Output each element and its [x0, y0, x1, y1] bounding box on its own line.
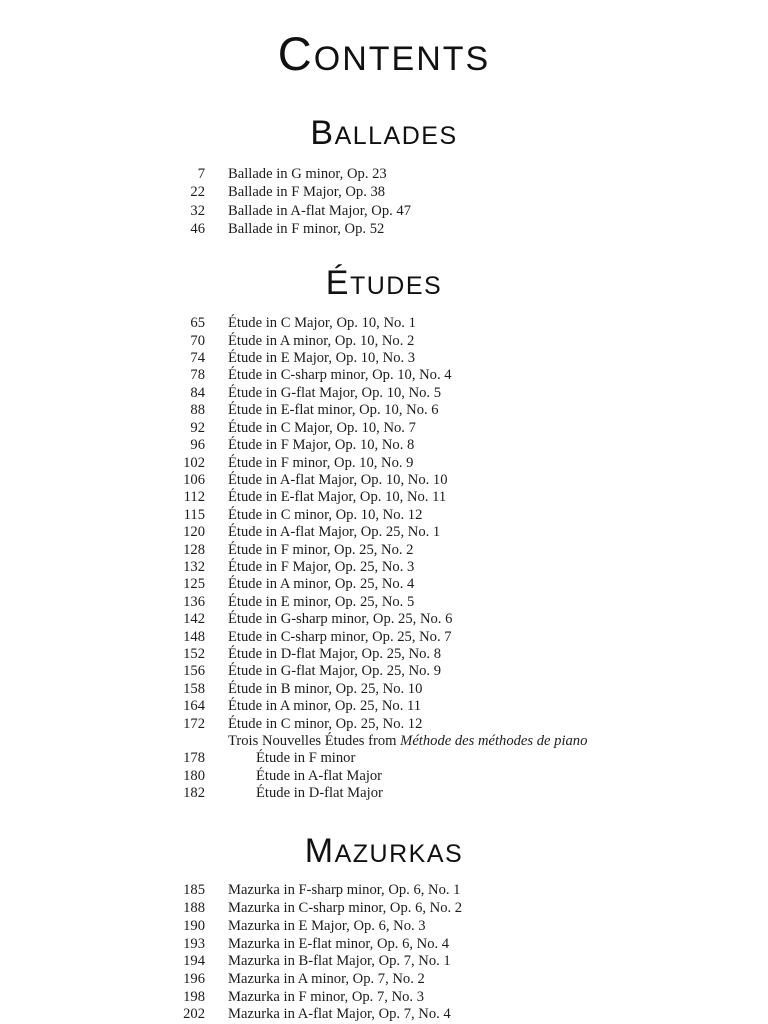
entry-title: [228, 882, 460, 900]
toc-entry: [137, 971, 768, 989]
section-heading: MAZURKAS: [304, 831, 464, 870]
entry-page-number: 22: [190, 184, 205, 201]
entry-title: [228, 315, 416, 332]
entry-page-number: 180: [183, 767, 205, 784]
entry-title: [228, 733, 587, 750]
entry-title-text: Étude in F minor, Op. 10, No. 9: [228, 454, 414, 471]
toc-entry: [137, 733, 768, 750]
entry-page-number: 84: [190, 384, 205, 401]
entry-page-number: 182: [183, 785, 205, 802]
entry-page-number: 196: [183, 970, 205, 987]
toc-entry: [137, 489, 768, 506]
entry-title: [228, 472, 448, 489]
toc-entry: [137, 333, 768, 350]
entry-title: [228, 385, 441, 402]
toc-entry: [137, 900, 768, 918]
entry-title: [228, 183, 385, 201]
toc-entry: [137, 202, 768, 220]
entry-page-number: 78: [190, 367, 205, 384]
entry-title: [256, 768, 382, 785]
entry-title-text: Étude in C minor, Op. 25, No. 12: [228, 715, 423, 732]
entry-title: [228, 559, 414, 576]
entry-title-text: Étude in A minor, Op. 25, No. 4: [228, 576, 415, 593]
entry-title-text: Étude in C Major, Op. 10, No. 7: [228, 419, 416, 436]
toc-entry: [137, 350, 768, 367]
entry-title: [228, 1006, 451, 1024]
section-heading: ÉTUDES: [325, 264, 443, 303]
section-ballades: [0, 113, 768, 238]
entry-title: [228, 402, 439, 419]
entry-title: [228, 629, 452, 646]
entry-title-text: Étude in F minor, Op. 25, No. 2: [228, 541, 414, 558]
entry-title-text: Etude in C-sharp minor, Op. 25, No. 7: [228, 628, 452, 645]
entry-title: [228, 524, 440, 541]
entry-title-text: Mazurka in A-flat Major, Op. 7, No. 4: [228, 1006, 451, 1023]
entry-title: [228, 663, 441, 680]
entry-page-number: 164: [183, 698, 205, 715]
entry-title: [228, 576, 414, 593]
toc-entry: [137, 663, 768, 680]
entry-title-text: Étude in G-flat Major, Op. 10, No. 5: [228, 384, 442, 401]
entry-page-number: 202: [183, 1006, 205, 1023]
entry-title: [228, 646, 441, 663]
toc-entry: [137, 594, 768, 611]
toc-entry: [137, 785, 768, 802]
entry-title-text: Ballade in F Major, Op. 38: [228, 184, 386, 201]
entry-title: [228, 202, 411, 220]
entry-title: [228, 716, 422, 733]
toc-list: [0, 165, 768, 239]
entry-title-text: Étude in A minor, Op. 25, No. 11: [228, 698, 422, 715]
toc-entry: [137, 698, 768, 715]
entry-title: [228, 918, 426, 936]
entry-title-italic: Méthode des méthodes de piano: [400, 733, 588, 750]
toc-entry: [137, 524, 768, 541]
entry-page-number: 142: [183, 611, 205, 628]
toc-entry: [137, 1006, 768, 1024]
entry-page-number: 7: [197, 165, 205, 182]
toc-entry: [137, 420, 768, 437]
entry-page-number: 74: [190, 350, 205, 367]
toc-entry: [137, 455, 768, 472]
entry-page-number: 88: [190, 402, 205, 419]
entry-title-text: Étude in F Major, Op. 25, No. 3: [228, 558, 415, 575]
entry-title: [228, 971, 425, 989]
entry-title: [228, 594, 414, 611]
entry-page-number: 96: [190, 437, 205, 454]
contents-sections: [0, 113, 768, 1024]
toc-entry: [137, 165, 768, 183]
entry-title-text: Mazurka in F-sharp minor, Op. 6, No. 1: [228, 882, 461, 899]
toc-entry: [137, 576, 768, 593]
toc-entry: [137, 542, 768, 559]
toc-entry: [137, 918, 768, 936]
entry-title: [228, 953, 451, 971]
entry-title: [228, 507, 422, 524]
entry-page-number: 156: [183, 663, 205, 680]
entry-title-text: Étude in E-flat minor, Op. 10, No. 6: [228, 402, 439, 419]
toc-entry: [137, 716, 768, 733]
entry-title: [228, 542, 413, 559]
entry-title-text: Étude in D-flat Major, Op. 25, No. 8: [228, 645, 442, 662]
entry-title-text: Mazurka in F minor, Op. 7, No. 3: [228, 988, 425, 1005]
page-title: CONTENTS: [277, 27, 491, 80]
entry-page-number: 198: [183, 988, 205, 1005]
entry-title-text: Étude in F minor: [256, 750, 356, 767]
entry-page-number: 128: [183, 541, 205, 558]
entry-title: [228, 611, 452, 628]
entry-page-number: 193: [183, 935, 205, 952]
toc-entry: [137, 385, 768, 402]
entry-title-text: Ballade in G minor, Op. 23: [228, 165, 387, 182]
entry-title: [228, 681, 422, 698]
toc-entry: [137, 646, 768, 663]
toc-entry: [137, 768, 768, 785]
toc-entry: [137, 402, 768, 419]
entry-title: [228, 698, 421, 715]
toc-entry: [137, 367, 768, 384]
entry-title-text: Étude in D-flat Major: [256, 785, 383, 802]
section-heading: BALLADES: [310, 114, 458, 153]
entry-title-text: Étude in A minor, Op. 10, No. 2: [228, 332, 415, 349]
entry-title-text: Étude in E Major, Op. 10, No. 3: [228, 350, 416, 367]
toc-entry: [137, 559, 768, 576]
entry-page-number: 178: [183, 750, 205, 767]
entry-page-number: 188: [183, 900, 205, 917]
toc-entry: [137, 437, 768, 454]
toc-entry: [137, 936, 768, 954]
toc-entry: [137, 315, 768, 332]
section-mazurkas: [0, 831, 768, 1024]
entry-title-text: Étude in C-sharp minor, Op. 10, No. 4: [228, 367, 452, 384]
toc-entry: [137, 681, 768, 698]
entry-page-number: 112: [183, 489, 205, 506]
entry-page-number: 65: [190, 315, 205, 332]
entry-title-text: Étude in F Major, Op. 10, No. 8: [228, 437, 415, 454]
entry-title: [228, 900, 462, 918]
entry-page-number: 136: [183, 593, 205, 610]
entry-title-text: Étude in C Major, Op. 10, No. 1: [228, 315, 416, 332]
toc-list: [0, 882, 768, 1024]
entry-title-text: Étude in A-flat Major, Op. 10, No. 10: [228, 471, 448, 488]
entry-page-number: 70: [190, 332, 205, 349]
entry-title-text: Ballade in F minor, Op. 52: [228, 221, 385, 238]
entry-page-number: 158: [183, 680, 205, 697]
entry-page-number: 120: [183, 524, 205, 541]
entry-page-number: 190: [183, 917, 205, 934]
entry-page-number: 132: [183, 558, 205, 575]
entry-title-text: Étude in G-sharp minor, Op. 25, No. 6: [228, 611, 453, 628]
entry-page-number: 46: [190, 221, 205, 238]
toc-entry: [137, 507, 768, 524]
entry-title-text: Ballade in A-flat Major, Op. 47: [228, 202, 412, 219]
entry-page-number: 106: [183, 471, 205, 488]
entry-title-text: Mazurka in C-sharp minor, Op. 6, No. 2: [228, 900, 463, 917]
entry-page-number: 92: [190, 419, 205, 436]
entry-page-number: 32: [190, 202, 205, 219]
entry-title: [228, 333, 414, 350]
entry-title-text: Mazurka in E-flat minor, Op. 6, No. 4: [228, 935, 450, 952]
toc-entry: [137, 882, 768, 900]
toc-entry: [137, 989, 768, 1007]
entry-title-text: Mazurka in A minor, Op. 7, No. 2: [228, 970, 425, 987]
entry-page-number: 125: [183, 576, 205, 593]
entry-title-text: Mazurka in B-flat Major, Op. 7, No. 1: [228, 953, 451, 970]
entry-title: [228, 420, 416, 437]
entry-page-number: 148: [183, 628, 205, 645]
entry-title-text: Étude in E minor, Op. 25, No. 5: [228, 593, 415, 610]
entry-page-number: 194: [183, 953, 205, 970]
entry-page-number: 115: [183, 506, 205, 523]
entry-title: [228, 989, 424, 1007]
section-etudes: [0, 263, 768, 802]
entry-title: [228, 350, 415, 367]
entry-title-text: Trois Nouvelles Études from: [228, 733, 401, 750]
toc-entry: [137, 750, 768, 767]
entry-title-text: Étude in E-flat Major, Op. 10, No. 11: [228, 489, 447, 506]
entry-title-text: Étude in A-flat Major, Op. 25, No. 1: [228, 524, 441, 541]
entry-title-text: Étude in B minor, Op. 25, No. 10: [228, 680, 423, 697]
toc-entry: [137, 611, 768, 628]
toc-entry: [137, 472, 768, 489]
entry-title: [256, 785, 383, 802]
toc-list: [0, 315, 768, 802]
entry-title: [228, 437, 414, 454]
entry-title-text: Étude in G-flat Major, Op. 25, No. 9: [228, 663, 442, 680]
entry-title: [228, 489, 446, 506]
entry-title: [228, 936, 449, 954]
entry-page-number: 185: [183, 882, 205, 899]
entry-title-text: Étude in A-flat Major: [256, 767, 383, 784]
toc-entry: [137, 953, 768, 971]
entry-title: [256, 750, 355, 767]
entry-title-text: Mazurka in E Major, Op. 6, No. 3: [228, 917, 426, 934]
entry-title: [228, 220, 384, 238]
entry-title: [228, 367, 452, 384]
entry-title: [228, 455, 413, 472]
entry-page-number: 172: [183, 715, 205, 732]
toc-entry: [137, 220, 768, 238]
entry-title-text: Étude in C minor, Op. 10, No. 12: [228, 506, 423, 523]
toc-entry: [137, 183, 768, 201]
entry-title: [228, 165, 387, 183]
toc-entry: [137, 629, 768, 646]
entry-page-number: 152: [183, 645, 205, 662]
entry-page-number: 102: [183, 454, 205, 471]
